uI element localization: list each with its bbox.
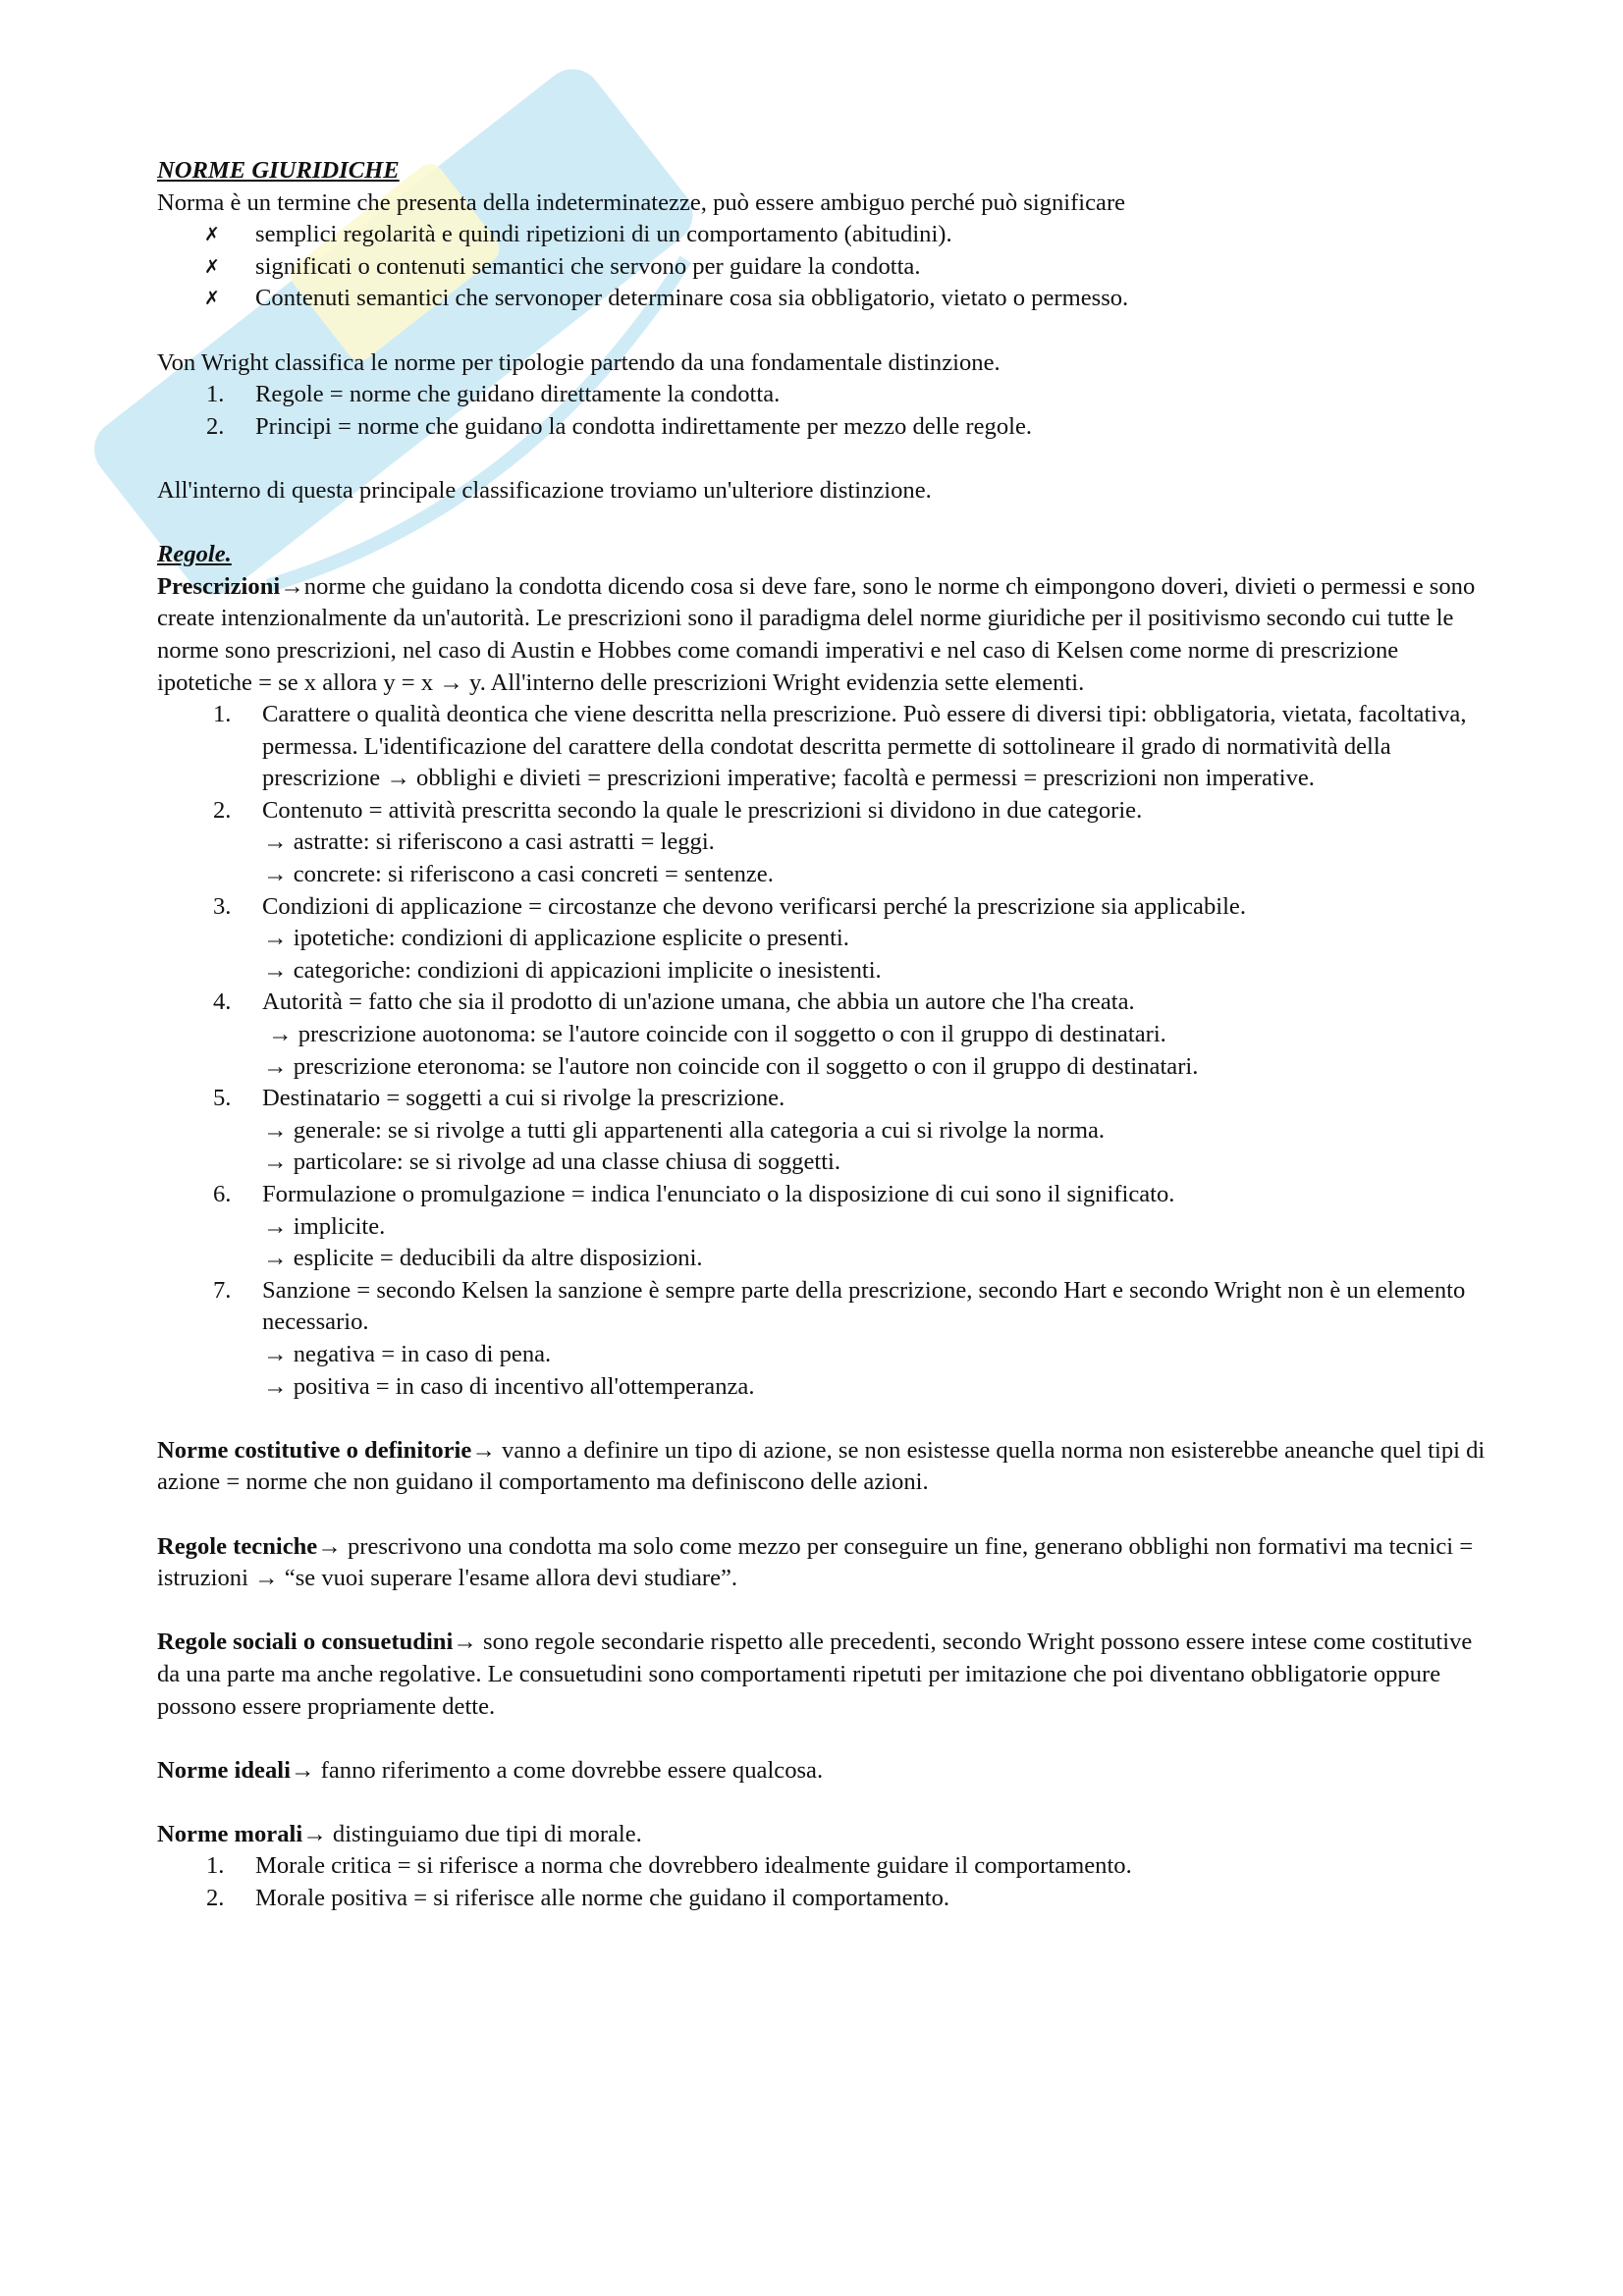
list-item: 1. Carattere o qualità deontica che viene descritta nella prescrizione. Può essere di diversi tipi: obbligatoria, vietata, facoltativa, permessa. L'identificazione del carattere della condotat descritta permette di sottolineare il grado di normatività della prescrizione → obblighi e divieti = prescrizioni imperative; facoltà e permessi = prescrizioni non imperative.: [213, 701, 1467, 792]
term: Norme costitutive o definitorie: [157, 1436, 472, 1464]
list-item: 1. Morale critica = si riferisce a norma che dovrebbero idealmente guidare il comportamento.: [206, 1852, 1132, 1880]
term: Prescrizioni: [157, 572, 281, 600]
list-item: 4. Autorità = fatto che sia il prodotto di un'azione umana, che abbia un autore che l'ha creata. → prescrizione auotonoma: se l'autore coincide con il soggetto o con il gruppo di destinatari. → prescrizione eteronoma: se l'autore non coincide con il soggetto o con il gruppo di destinatari.: [213, 988, 1199, 1080]
list-item: 1. Regole = norme che guidano direttamente la condotta.: [206, 381, 781, 408]
morali-list: [157, 1850, 1492, 1914]
costitutive-paragraph: Norme costitutive o definitorie→ vanno a definire un tipo di azione, se non esistesse quella norma non esisterebbe aneanche quel tipi di azione = norme che non guidano il comportamento ma definiscono delle azioni.: [157, 1436, 1486, 1496]
tecniche-paragraph: Regole tecniche→ prescrivono una condotta ma solo come mezzo per conseguire un fine, generano obblighi non formativi ma tecnici = istruzioni → “se vuoi superare l'esame allora devi studiare”.: [157, 1532, 1474, 1592]
list-item: ✗ Contenuti semantici che servonoper determinare cosa sia obbligatorio, vietato o permesso.: [157, 283, 1492, 315]
cross-bullet-icon: ✗: [204, 224, 220, 246]
meanings-list: [157, 219, 1492, 315]
list-item: 6. Formulazione o promulgazione = indica l'enunciato o la disposizione di cui sono il significato. → implicite. → esplicite = deducibili da altre disposizioni.: [213, 1181, 1175, 1272]
term: Regole sociali o consuetudini: [157, 1629, 454, 1656]
intro-paragraph: Norma è un termine che presenta della indeterminatezze, può essere ambiguo perché può significare: [157, 188, 1126, 216]
list-item: 3. Condizioni di applicazione = circostanze che devono verificarsi perché la prescrizione sia applicabile. → ipotetiche: condizioni di applicazione esplicite o presenti. → categoriche: condizioni di appicazioni implicite o inesistenti.: [213, 892, 1246, 984]
list-item: 2. Principi = norme che guidano la condotta indirettamente per mezzo delle regole.: [206, 412, 1033, 440]
term: Regole tecniche: [157, 1532, 318, 1560]
list-item: 2. Contenuto = attività prescritta secondo la quale le prescrizioni si dividono in due categorie. → astratte: si riferiscono a casi astratti = leggi. → concrete: si riferiscono a casi concreti = sentenze.: [213, 796, 1143, 888]
morali-paragraph: Norme morali→ distinguiamo due tipi di morale.: [157, 1820, 642, 1847]
list-item: 2. Morale positiva = si riferisce alle norme che guidano il comportamento.: [206, 1885, 950, 1912]
wright-list: [157, 379, 1492, 443]
term: Norme ideali: [157, 1756, 291, 1784]
sociali-paragraph: Regole sociali o consuetudini→ sono regole secondarie rispetto alle precedenti, secondo Wright possono essere intese come costitutive da una parte ma anche regolative. Le consuetudini sono comportamenti ripetuti per imitazione che poi diventano obbligatorie oppure possono essere propriamente dette.: [157, 1629, 1473, 1720]
list-item: 5. Destinatario = soggetti a cui si rivolge la prescrizione. → generale: se si rivolge a tutti gli appartenenti alla categoria a cui si rivolge la norma. → particolare: se si rivolge ad una classe chiusa di soggetti.: [213, 1085, 1106, 1176]
document-page: [157, 155, 1492, 1915]
regole-heading: Regole.: [157, 541, 232, 568]
term: Norme morali: [157, 1820, 303, 1847]
prescrizioni-paragraph: Prescrizioni→norme che guidano la condotta dicendo cosa si deve fare, sono le norme ch eimpongono doveri, divieti o permessi e sono create intenzionalmente da un'autorità. Le prescrizioni sono il paradigma delel norme giuridiche per il positivismo secondo cui tutte le norme sono prescrizioni, nel caso di Austin e Hobbes come comandi imperativi e nel caso di Kelsen come norme di prescrizione ipotetiche = se x allora y = x → y. All'interno delle prescrizioni Wright evidenzia sette elementi.: [157, 572, 1476, 696]
list-item: ✗ semplici regolarità e quindi ripetizioni di un comportamento (abitudini).: [157, 219, 1492, 251]
ideali-paragraph: Norme ideali→ fanno riferimento a come dovrebbe essere qualcosa.: [157, 1756, 824, 1784]
wright-intro: Von Wright classifica le norme per tipologie partendo da una fondamentale distinzione.: [157, 348, 1001, 376]
list-item: ✗ significati o contenuti semantici che servono per guidare la condotta.: [157, 251, 1492, 284]
cross-bullet-icon: ✗: [204, 288, 220, 310]
elements-list: [157, 699, 1492, 1403]
list-item: 7. Sanzione = secondo Kelsen la sanzione è sempre parte della prescrizione, secondo Hart e secondo Wright non è un elemento necessario. → negativa = in caso di pena. → positiva = in caso di incentivo all'ottemperanza.: [213, 1276, 1466, 1400]
page-title: NORME GIURIDICHE: [157, 157, 400, 184]
cross-bullet-icon: ✗: [204, 255, 220, 278]
classification-note: All'interno di questa principale classificazione troviamo un'ulteriore distinzione.: [157, 476, 932, 504]
